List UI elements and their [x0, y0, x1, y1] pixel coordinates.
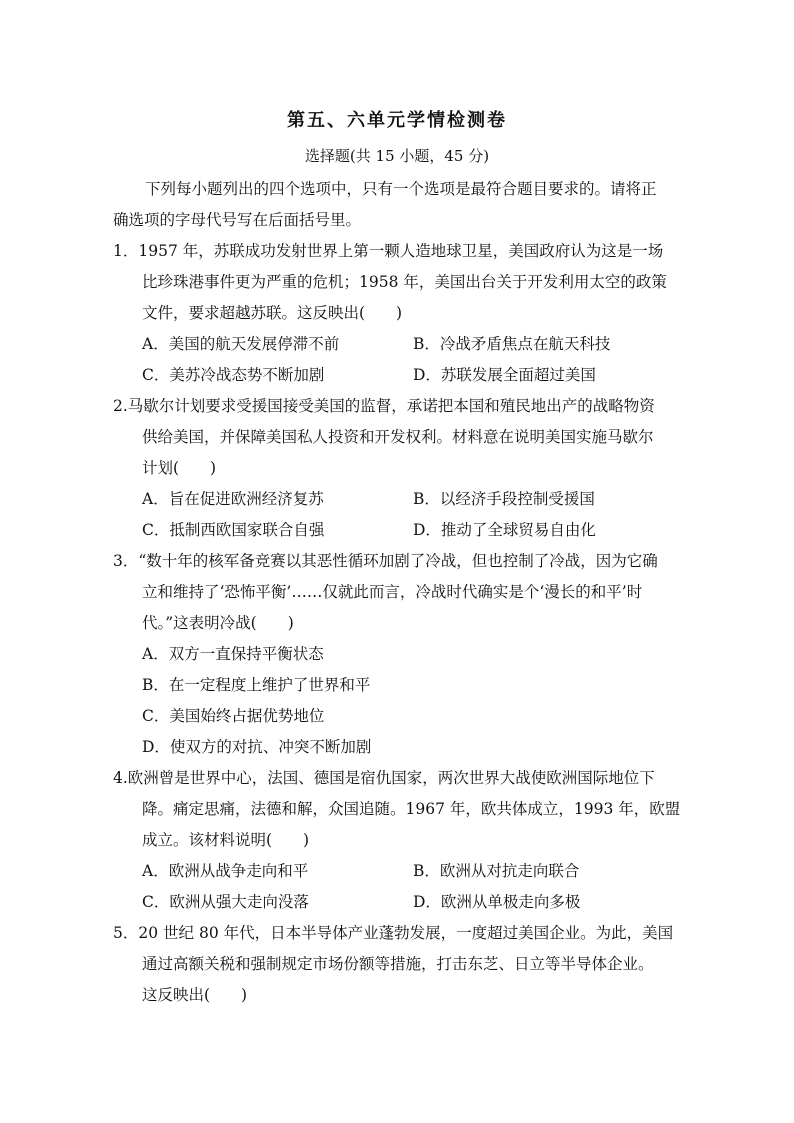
option-d: D．欧洲从单极走向多极 [413, 893, 581, 911]
option-d: D．使双方的对抗、冲突不断加剧 [142, 738, 372, 756]
question-stem-line: 代。”这表明冷战( ) [142, 614, 294, 632]
option-a: A．双方一直保持平衡状态 [142, 645, 324, 663]
option-c: C．欧洲从强大走向没落 [142, 893, 309, 911]
question-stem-line: 通过高额关税和强制规定市场份额等措施，打击东芝、日立等半导体企业。 [142, 955, 654, 973]
option-b: B．欧洲从对抗走向联合 [413, 862, 580, 880]
question-stem-line: 1957 年，苏联成功发射世界上第一颗人造地球卫星，美国政府认为这是一场 [138, 242, 664, 260]
question-stem-line: 供给美国，并保障美国私人投资和开发权利。材料意在说明美国实施马歇尔 [142, 428, 654, 446]
option-d: D．苏联发展全面超过美国 [413, 366, 596, 384]
option-b: B．以经济手段控制受援国 [413, 490, 595, 508]
question-2 [113, 396, 655, 416]
question-stem-line: 计划( ) [142, 459, 217, 477]
question-1 [113, 241, 663, 261]
question-stem-line: 马歇尔计划要求受援国接受美国的监督，承诺把本国和殖民地出产的战略物资 [127, 397, 655, 415]
question-stem-line: 成立。该材料说明( ) [142, 831, 310, 849]
option-c: C．抵制西欧国家联合自强 [142, 521, 325, 539]
option-c: C．美苏冷战态势不断加剧 [142, 366, 325, 384]
question-5 [113, 923, 673, 943]
question-stem-line: 立和维持了‘恐怖平衡’……仅就此而言，冷战时代确实是个‘漫长的和平’时 [142, 583, 643, 601]
option-b: B．冷战矛盾焦点在航天科技 [413, 335, 611, 353]
question-number: 5． [113, 924, 139, 942]
question-stem-line: 比珍珠港事件更为严重的危机；1958 年，美国出台关于开发利用太空的政策 [142, 273, 667, 291]
question-stem-line: 欧洲曾是世界中心，法国、德国是宿仇国家，两次世界大战使欧洲国际地位下 [127, 769, 655, 787]
instructions-line: 下列每小题列出的四个选项中，只有一个选项是最符合题目要求的。请将正 [145, 180, 657, 198]
question-4 [113, 768, 655, 788]
question-stem-line: 20 世纪 80 年代，日本半导体产业蓬勃发展，一度超过美国企业。为此，美国 [138, 924, 674, 942]
option-a: A．美国的航天发展停滞不前 [142, 335, 340, 353]
question-stem-line: 这反映出( ) [142, 986, 248, 1004]
instructions-line: 确选项的字母代号写在后面括号里。 [113, 211, 362, 229]
option-a: A．欧洲从战争走向和平 [142, 862, 309, 880]
page-title: 第五、六单元学情检测卷 [287, 110, 507, 131]
question-number: 4. [113, 769, 128, 787]
question-stem-line: 文件，要求超越苏联。这反映出( ) [142, 304, 403, 322]
question-stem-line: 降。痛定思痛，法德和解，众国追随。1967 年，欧共体成立，1993 年，欧盟 [142, 800, 681, 818]
section-heading: 选择题(共 15 小题，45 分) [304, 147, 490, 165]
question-3 [113, 551, 658, 571]
option-d: D．推动了全球贸易自由化 [413, 521, 596, 539]
question-number: 3． [113, 552, 139, 570]
option-c: C．美国始终占据优势地位 [142, 707, 325, 725]
option-b: B．在一定程度上维护了世界和平 [142, 676, 371, 694]
question-number: 2. [113, 397, 128, 415]
question-stem-line: “数十年的核军备竞赛以其恶性循环加剧了冷战，但也控制了冷战，因为它确 [138, 552, 658, 570]
option-a: A．旨在促进欧洲经济复苏 [142, 490, 324, 508]
question-number: 1． [113, 242, 139, 260]
